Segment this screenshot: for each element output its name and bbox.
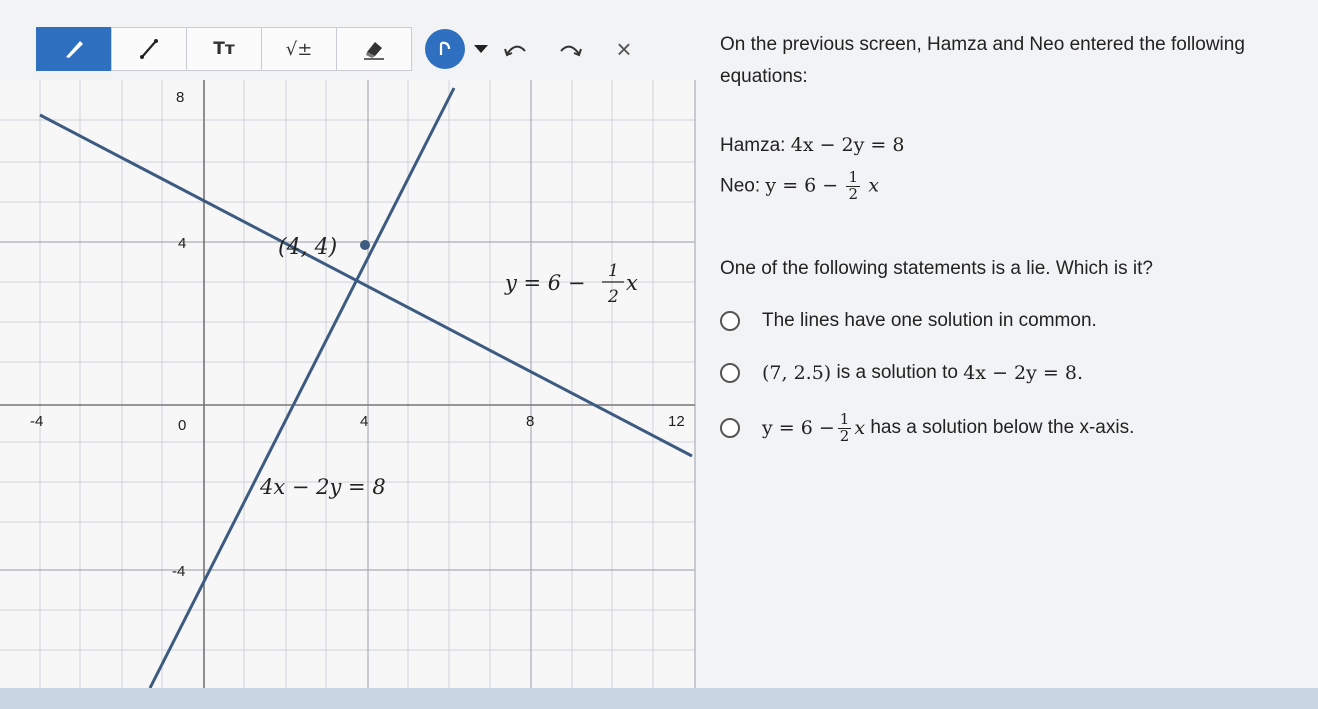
line1-label-lhs: y = 6 − <box>505 271 586 295</box>
color-picker-button[interactable] <box>425 29 465 69</box>
y-tick-neg4: -4 <box>172 563 186 580</box>
undo-button[interactable] <box>489 27 543 71</box>
x-tick-12: 12 <box>668 413 685 430</box>
y-tick-8: 8 <box>176 89 185 106</box>
option-equation-fraction: $\frac{1}{2}$ <box>839 410 850 445</box>
color-swatch-icon <box>435 39 455 59</box>
question-text: One of the following statements is a lie. Which is it? <box>720 258 1153 279</box>
bottom-bar <box>0 688 1318 709</box>
neo-equation-var: x <box>868 174 880 197</box>
radio-button[interactable] <box>720 363 740 383</box>
x-tick-0: 0 <box>178 417 187 434</box>
neo-equation-fraction: $\frac{1}{2}$ <box>848 168 859 203</box>
option-text: has a solution below the x-axis. <box>865 416 1135 438</box>
neo-label: Neo: <box>720 175 761 197</box>
x-tick-neg4: -4 <box>30 413 44 430</box>
hamza-equation-row <box>720 132 904 160</box>
neo-equation-row <box>720 170 879 203</box>
text-icon: Tт <box>213 39 235 59</box>
point-label: (4, 4) <box>278 235 338 260</box>
undo-icon <box>502 39 530 59</box>
line-tool[interactable] <box>111 27 187 71</box>
sqrt-icon: √± <box>285 38 313 60</box>
option-equation: 4x − 2y = 8. <box>963 362 1084 384</box>
intro-line-1: On the previous screen, Hamza and Neo entered the following <box>720 34 1245 55</box>
redo-button[interactable] <box>543 27 597 71</box>
text-tool[interactable] <box>186 27 262 71</box>
eraser-icon <box>360 36 388 62</box>
eraser-tool[interactable] <box>336 27 412 71</box>
option-one-solution[interactable] <box>720 308 1097 335</box>
intro-line-2: equations: <box>720 66 808 87</box>
graph-area[interactable] <box>0 80 700 688</box>
clear-button[interactable] <box>597 27 651 71</box>
line1-label-var: x <box>626 271 638 295</box>
chevron-down-icon[interactable] <box>473 43 489 55</box>
option-point-solution[interactable] <box>720 360 1083 387</box>
line1-label-den: 2 <box>608 287 619 307</box>
close-icon: × <box>616 33 632 64</box>
hamza-equation: 4x − 2y = 8 <box>790 134 905 156</box>
redo-icon <box>556 39 584 59</box>
option-point: (7, 2.5) <box>762 362 832 384</box>
line-icon <box>136 36 162 62</box>
y-tick-4: 4 <box>178 235 187 252</box>
x-tick-4: 4 <box>360 413 369 430</box>
option-below-x-axis[interactable] <box>720 412 1134 445</box>
x-tick-8: 8 <box>526 413 535 430</box>
pen-icon <box>61 36 87 62</box>
intersection-point[interactable] <box>360 240 370 250</box>
radio-button[interactable] <box>720 418 740 438</box>
option-text: The lines have one solution in common. <box>762 310 1097 331</box>
hamza-label: Hamza: <box>720 135 786 156</box>
option-text: is a solution to <box>831 362 964 383</box>
pen-tool[interactable] <box>36 27 112 71</box>
line2-label: 4x − 2y = 8 <box>260 475 386 499</box>
neo-equation-lhs: y = 6 − <box>765 174 839 197</box>
drawing-toolbar <box>36 26 651 72</box>
line1-label-num: 1 <box>608 261 619 281</box>
option-equation-lhs: y = 6 − <box>762 416 835 439</box>
math-tool[interactable] <box>261 27 337 71</box>
radio-button[interactable] <box>720 311 740 331</box>
option-equation-var: x <box>854 416 866 439</box>
